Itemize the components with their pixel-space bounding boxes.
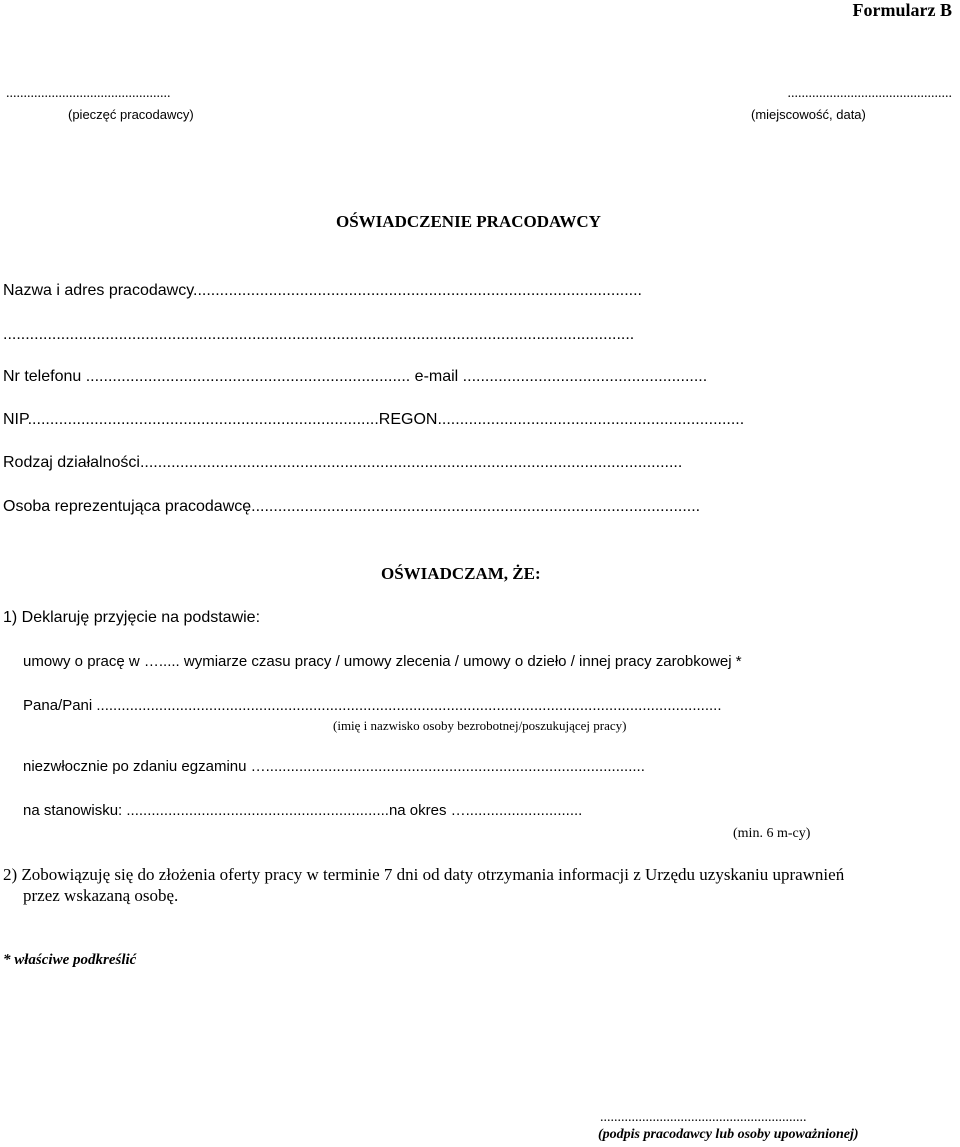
person-name-caption: (imię i nazwisko osoby bezrobotnej/poszukującej pracy) (333, 718, 627, 733)
document-title: OŚWIADCZENIE PRACODAWCY (336, 212, 601, 231)
form-label: Formularz B (852, 0, 952, 20)
contract-type-line: umowy o pracę w …..... wymiarze czasu pracy / umowy zlecenia / umowy o dzieło / innej pracy zarobkowej * (23, 653, 742, 670)
place-date-dots: ............................................... (787, 86, 952, 101)
min-period-caption: (min. 6 m-cy) (733, 826, 811, 841)
declaration-heading: OŚWIADCZAM, ŻE: (381, 564, 541, 583)
position-period-line: na stanowisku: ...............................................................na okres …............................ (23, 802, 583, 819)
section1-intro: 1) Deklaruję przyjęcie na podstawie: (3, 609, 261, 626)
stamp-caption: (pieczęć pracodawcy) (68, 107, 194, 122)
representative-line: Osoba reprezentująca pracodawcę..................................................................................................... (3, 498, 701, 515)
section2-line1: 2) Zobowiązuję się do złożenia oferty pracy w terminie 7 dni od daty otrzymania informacji z Urzędu uzyskaniu uprawnień (3, 865, 845, 884)
stamp-dots: ............................................... (6, 86, 171, 101)
place-date-caption: (miejscowość, data) (751, 107, 866, 122)
person-name-line: Pana/Pani ...................................................................................................................................................... (23, 697, 722, 714)
section2-line2: przez wskazaną osobę. (23, 886, 179, 905)
phone-email-line: Nr telefonu ......................................................................... e-mail ....................................................... (3, 368, 708, 385)
signature-dots: ........................................................... (600, 1110, 807, 1125)
exam-line: niezwłocznie po zdaniu egzaminu …........................................................................................... (23, 758, 645, 775)
employer-name-address-continuation-line: .............................................................................................................................................. (3, 326, 635, 343)
nip-regon-line: NIP...............................................................................REGON..................................................................... (3, 411, 745, 428)
footnote: * właściwe podkreślić (3, 952, 137, 968)
signature-caption: (podpis pracodawcy lub osoby upoważnionej) (598, 1127, 859, 1142)
business-type-line: Rodzaj działalności.......................................................................................................................... (3, 454, 683, 471)
employer-name-address-line: Nazwa i adres pracodawcy..................................................................................................... (3, 282, 642, 299)
